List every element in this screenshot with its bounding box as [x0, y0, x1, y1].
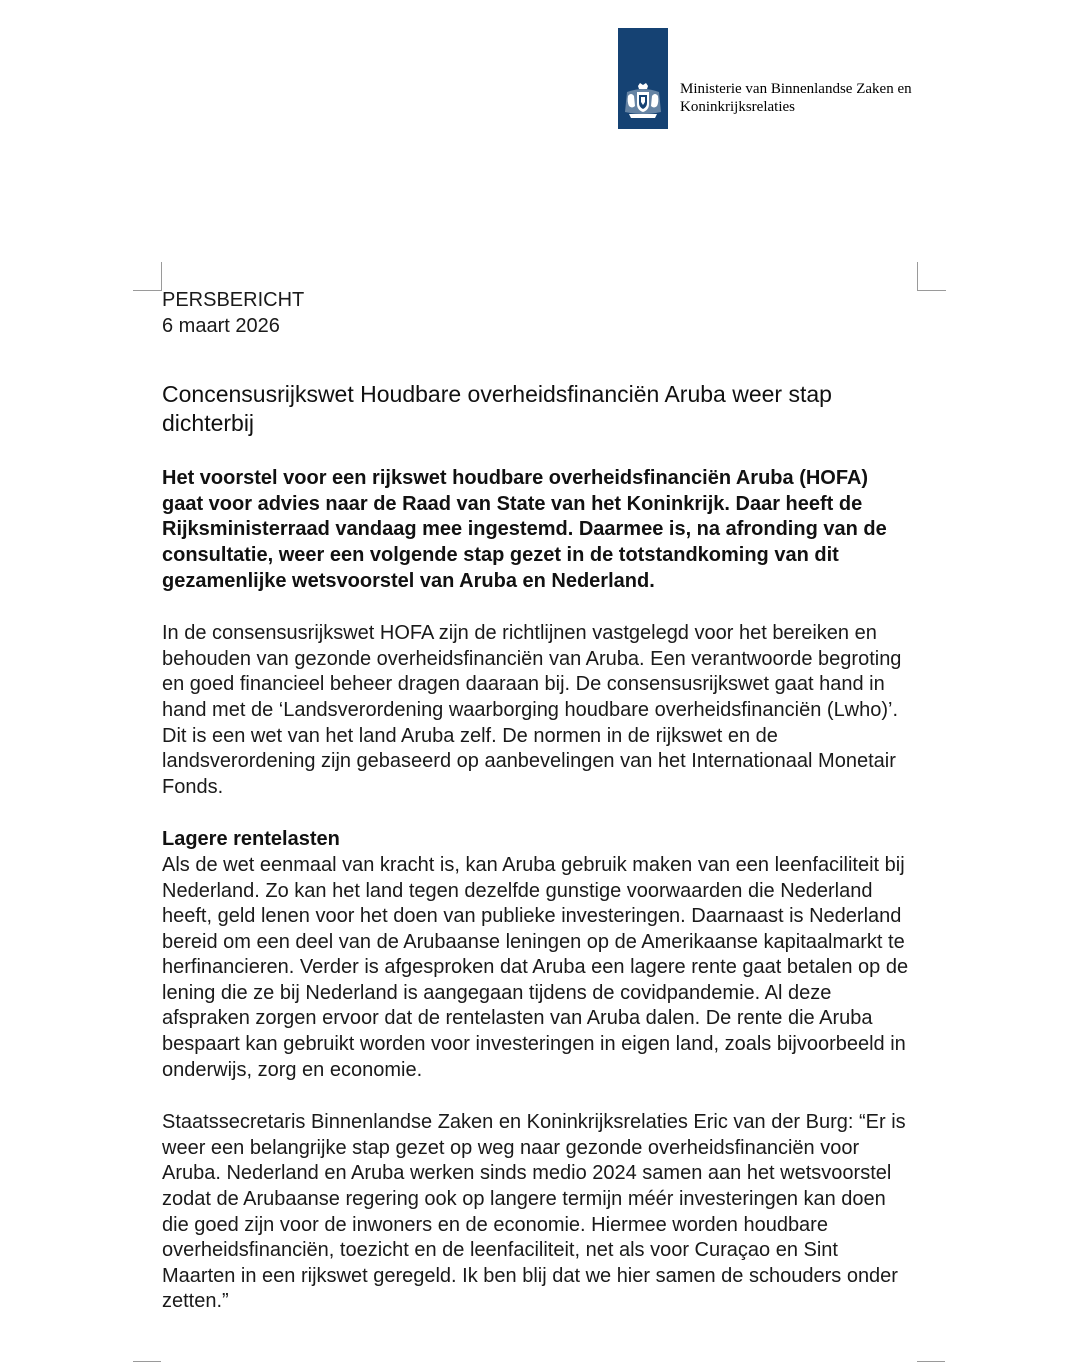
document-title: Concensusrijkswet Houdbare overheidsfinanciën Aruba weer stap dichterbij [162, 381, 832, 437]
section-paragraph: Als de wet eenmaal van kracht is, kan Aruba gebruik maken van een leenfaciliteit bij Nederland. Zo kan het land tegen dezelfde gunstige voorwaarden die Nederland heeft, geld lenen voor het doen van publieke investeringen. Daarnaast is Nederland bereid om een deel van de Arubaanse leningen op de Amerikaanse kapitaalmarkt te herfinancieren. Verder is afgesproken dat Aruba een lagere rente gaat betalen op de lening die ze bij Nederland is aangegaan tijdens de covidpandemie. Al deze afspraken zorgen ervoor dat de rentelasten van Aruba dalen. De rente die Aruba bespaart kan gebruikt worden voor investeringen in eigen land, zoals bijvoorbeeld in onderwijs, zorg en economie. [162, 853, 909, 1081]
quote-paragraph: Staatssecretaris Binnenlandse Zaken en Koninkrijksrelaties Eric van der Burg: “Er is weer een belangrijke stap gezet op weg naar gezonde overheidsfinanciën voor Aruba. Nederland en Aruba werken sinds medio 2024 samen aan het wetsvoorstel zodat de Arubaanse regering ook op langere termijn méér investeringen kan doen die goed zijn voor de inwoners en de economie. Hiermee worden houdbare overheidsfinanciën, toezicht en de leenfaciliteit, net als voor Curaçao en Sint Maarten in een rijkswet geregeld. Ik ben blij dat we hier samen de schouders onder zetten.” [162, 1111, 906, 1313]
ministry-name-line-1: Ministerie van Binnenlandse Zaken en [680, 81, 912, 97]
crop-mark-bottom-left [133, 1361, 161, 1365]
crop-mark-top-left [133, 262, 162, 291]
crop-mark-top-right [917, 262, 946, 291]
lead-paragraph: Het voorstel voor een rijkswet houdbare overheidsfinanciën Aruba (HOFA) gaat voor advies naar de Raad van State van het Koninkrijk. Daar heeft de Rijksministerraad vandaag mee ingestemd. Daarmee is, na afronding van de consultatie, weer een volgende stap gezet in de totstandkoming van dit gezamenlijke wetsvoorstel van Aruba en Nederland. [162, 467, 887, 592]
document-body [162, 288, 922, 1315]
document-date: 6 maart 2026 [162, 314, 280, 337]
ministry-name [680, 80, 940, 116]
crop-mark-bottom-right [917, 1361, 945, 1365]
section-heading: Lagere rentelasten [162, 828, 340, 851]
ministry-logo [618, 28, 668, 129]
body-paragraph: In de consensusrijkswet HOFA zijn de richtlijnen vastgelegd voor het bereiken en behouden van gezonde overheidsfinanciën van Aruba. Een verantwoorde begroting en goed financieel beheer dragen daaraan bij. De consensusrijkswet gaat hand in hand met de ‘Landsverordening waarborging houdbare overheidsfinanciën (Lwho)’. Dit is een wet van het land Aruba zelf. De normen in de rijkswet en de landsverordening zijn gebaseerd op aanbevelingen van het Internationaal Monetair Fonds. [162, 622, 902, 798]
ministry-name-line-2: Koninkrijksrelaties [680, 99, 795, 115]
coat-of-arms-icon [621, 82, 665, 122]
document-label: PERSBERICHT [162, 289, 305, 311]
